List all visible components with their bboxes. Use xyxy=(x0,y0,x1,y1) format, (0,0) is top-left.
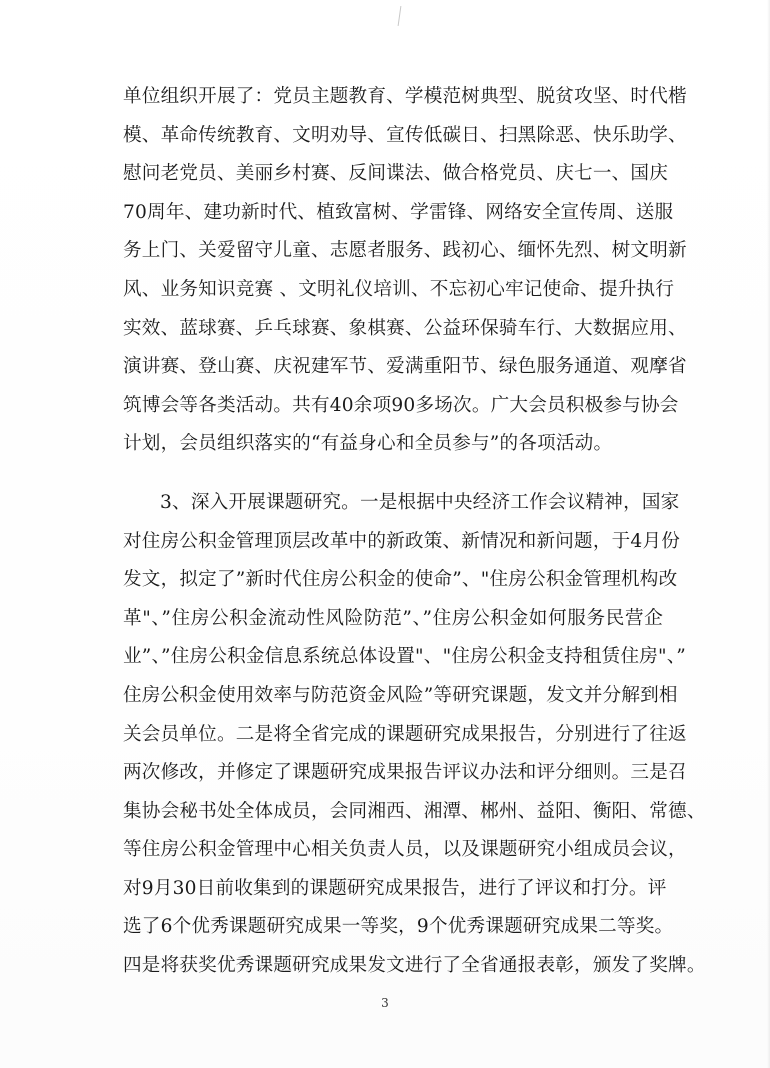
text-line: 单位组织开展了：党员主题教育、学模范树典型、脱贫攻坚、时代楷 xyxy=(123,86,687,107)
text-line: 风、业务知识竞赛 、文明礼仪培训、不忘初心牢记使命、提升执行 xyxy=(123,278,675,300)
text-line: 3、深入开展课题研究。一是根据中央经济工作会议精神，国家 xyxy=(160,491,680,513)
paragraph-activities xyxy=(123,78,687,464)
text-line: 慰问老党员、美丽乡村赛、反间谍法、做合格党员、庆七一、国庆 xyxy=(123,163,669,185)
text-line: 发文，拟定了”新时代住房公积金的使命”、"住房公积金管理机构改 xyxy=(123,569,678,591)
text-line: 住房公积金使用效率与防范资金风险”等研究课题，发文并分解到相 xyxy=(123,684,678,706)
text-line: 演讲赛、登山赛、庆祝建军节、爱满重阳节、绿色服务通道、观摩省 xyxy=(123,356,687,378)
text-line: 选了6个优秀课题研究成果一等奖，9个优秀课题研究成果二等奖。 xyxy=(123,916,674,938)
paragraph-spacer xyxy=(123,464,663,484)
text-line: 筑博会等各类活动。共有40余项90多场次。广大会员积极参与协会 xyxy=(123,394,679,416)
text-line: 对9月30日前收集到的课题研究成果报告，进行了评议和打分。评 xyxy=(123,877,667,899)
text-line: 计划，会员组织落实的“有益身心和全员参与”的各项活动。 xyxy=(123,433,613,455)
text-line: 70周年、建功新时代、植致富树、学雷锋、网络安全宣传周、送服 xyxy=(123,201,674,223)
paragraph-research xyxy=(123,484,706,986)
body-text xyxy=(123,78,706,986)
text-line: 集协会秘书处全体成员，会同湘西、湘潭、郴州、益阳、衡阳、常德、 xyxy=(123,800,706,822)
text-line: 对住房公积金管理顶层改革中的新政策、新情况和新问题，于4月份 xyxy=(123,530,681,552)
text-line: 等住房公积金管理中心相关负责人员，以及课题研究小组成员会议， xyxy=(123,839,687,861)
text-line: 业”、”住房公积金信息系统总体设置"、"住房公积金支持租赁住房"、” xyxy=(123,646,687,668)
text-line: 关会员单位。二是将全省完成的课题研究成果报告，分别进行了往返 xyxy=(123,723,687,745)
text-line: 务上门、关爱留守儿童、志愿者服务、践初心、缅怀先烈、树文明新 xyxy=(123,240,687,262)
scan-artifact-mark xyxy=(398,6,402,26)
text-line: 革"、”住房公积金流动性风险防范”、”住房公积金如何服务民营企 xyxy=(123,607,663,629)
text-line: 两次修改，并修定了课题研究成果报告评议办法和评分细则。三是召 xyxy=(123,762,687,784)
page-number: 3 xyxy=(381,996,389,1010)
text-line: 模、革命传统教育、文明劝导、宣传低碳日、扫黑除恶、快乐助学、 xyxy=(123,124,687,146)
text-line: 四是将获奖优秀课题研究成果发文进行了全省通报表彰，颁发了奖牌。 xyxy=(123,955,706,977)
text-line: 实效、蓝球赛、乒乓球赛、象棋赛、公益环保骑车行、大数据应用、 xyxy=(123,317,687,339)
